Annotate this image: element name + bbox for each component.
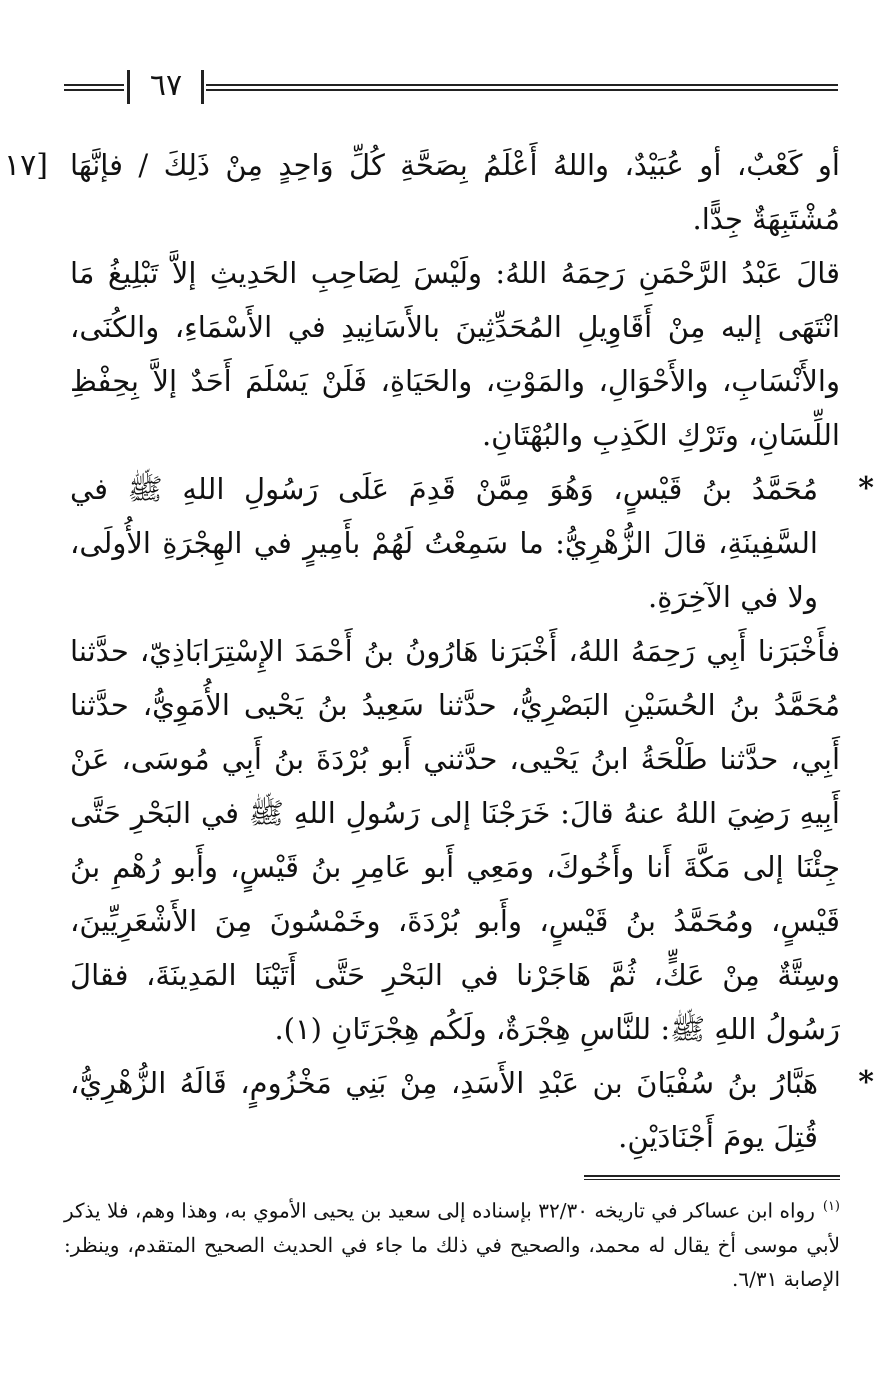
paragraph: فأَخْبَرَنا أَبِي رَحِمَهُ اللهُ، أَخْبَرَنا هَارُونُ بنُ أَحْمَدَ الإِسْتِرَابَاذِيّ، حدَّثنا مُحَمَّدُ بنُ الحُسَيْنِ البَصْرِيُّ، حدَّثنا سَعِيدُ بنُ يَحْيى الأُمَوِيُّ، حدَّثنا أَبِي، حدَّثنا طَلْحَةُ ابنُ يَحْيى، حدَّثني أَبو بُرْدَةَ بنُ أَبِي مُوسَى، عَنْ أَبِيهِ رَضِيَ اللهُ عنهُ قالَ: خَرَجْنَا إلى رَسُولِ اللهِ ﷺ في البَحْرِ حَتَّى جِئْنَا إلى مَكَّةَ أَنا وأَخُوكَ، ومَعِي أَبو عَامِرِ بنُ قَيْسٍ، وأَبو رُهْمِ بنُ قَيْسٍ، ومُحَمَّدُ بنُ قَيْسٍ، وأَبو بُرْدَةَ، وخَمْسُونَ مِنَ الأَشْعَرِيِّينَ، وسِتَّةٌ مِنْ عَكٍّ، ثُمَّ هَاجَرْنا في البَحْرِ حَتَّى أَتَيْنَا المَدِينَةَ، فقالَ رَسُولُ اللهِ ﷺ: للنَّاسِ هِجْرَةٌ، ولَكُم هِجْرَتَانِ (١). bbox=[70, 634, 840, 1046]
entry bbox=[70, 462, 874, 624]
manuscript-folio-marker: [١٧ bbox=[4, 148, 48, 183]
header-rule-right bbox=[206, 84, 838, 91]
header-rule-left bbox=[64, 84, 124, 91]
footnote-text: رواه ابن عساكر في تاريخه ٣٢/٣٠ بإسناده إلى سعيد بن يحيى الأموي به، وهذا وهم، فلا يذكر لأبي موسى أخ يقال له محمد، والصحيح في ذلك ما جاء في الحديث الصحيح المتقدم، وينظر: الإصابة ٦/٣١. bbox=[64, 1198, 841, 1291]
main-text bbox=[70, 138, 874, 1164]
footnote-mark: (١) bbox=[822, 1199, 840, 1214]
page-number: ٦٧ bbox=[149, 68, 183, 103]
entry-asterisk: * bbox=[858, 1065, 874, 1100]
header-divider-right bbox=[201, 70, 204, 104]
entry-text: مُحَمَّدُ بنُ قَيْسٍ، وَهُوَ مِمَّنْ قَدِمَ عَلَى رَسُولِ اللهِ ﷺ في السَّفِينَةِ، قالَ الزُّهْرِيُّ: ما سَمِعْتُ لَهُمْ بأَمِيرٍ في الهِجْرَةِ الأُولَى، ولا في الآخِرَةِ. bbox=[70, 472, 818, 614]
paragraph: أو كَعْبٌ، أو عُبَيْدٌ، واللهُ أَعْلَمُ بِصَحَّةِ كُلِّ وَاحِدٍ مِنْ ذَلِكَ / فإنَّهَا مُشْتَبِهَةٌ جِدًّا. bbox=[70, 148, 840, 236]
entry-asterisk: * bbox=[858, 471, 874, 506]
footnotes bbox=[64, 1190, 840, 1296]
header-divider-left bbox=[127, 70, 130, 104]
page-header bbox=[64, 70, 838, 104]
entry bbox=[70, 1056, 874, 1164]
paragraph: قالَ عَبْدُ الرَّحْمَنِ رَحِمَهُ اللهُ: ولَيْسَ لِصَاحِبِ الحَدِيثِ إلاَّ تَبْلِيغُ مَا انْتَهَى إليه مِنْ أَقَاوِيلِ المُحَدِّثِينَ بالأَسَانِيدِ في الأَسْمَاءِ، والكُنَى، والأَنْسَابِ، والأَحْوَالِ، والمَوْتِ، والحَيَاةِ، فَلَنْ يَسْلَمَ أَحَدٌ إلاَّ بِحِفْظِ اللِّسَانِ، وتَرْكِ الكَذِبِ والبُهْتَانِ. bbox=[70, 256, 840, 452]
footnote-separator bbox=[584, 1175, 840, 1180]
entry-text: هَبَّارُ بنُ سُفْيَانَ بن عَبْدِ الأَسَدِ، مِنْ بَنِي مَخْزُومٍ، قَالَهُ الزُّهْرِيُّ، قُتِلَ يومَ أَجْنَادَيْنِ. bbox=[70, 1066, 818, 1154]
